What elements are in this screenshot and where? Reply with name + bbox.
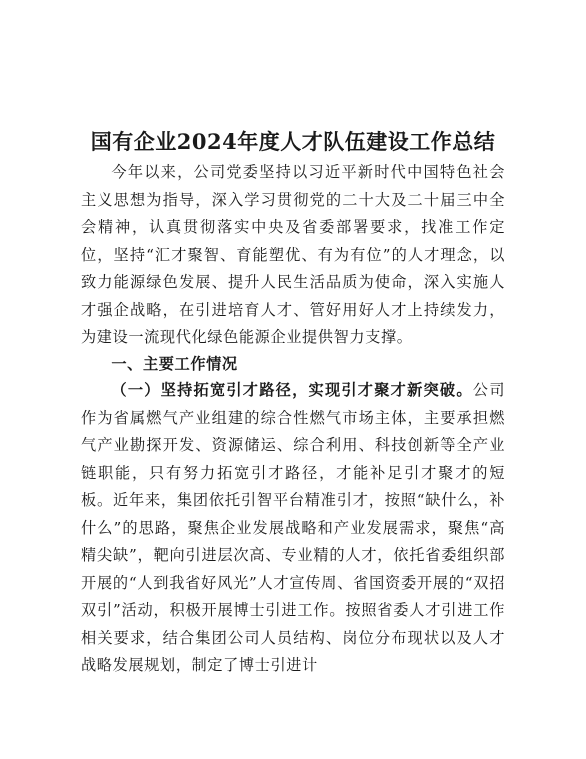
section1-paragraph: [81, 377, 505, 680]
subsection-lead: （一）坚持拓宽引才路径，实现引才聚才新突破。: [111, 381, 473, 399]
document-title: 国有企业2024年度人才队伍建设工作总结: [90, 129, 496, 154]
intro-paragraph: 今年以来，公司党委坚持以习近平新时代中国特色社会主义思想为指导，深入学习贯彻党的二十大及二十届三中全会精神，认真贯彻落实中央及省委部署要求，找准工作定位，坚持“汇才聚智、育能塑优、有为有位”的人才理念，以致力能源绿色发展、提升人民生活品质为使命，深入实施人才强企战略，在引进培育人才、管好用好人才上持续发力，为建设一流现代化绿色能源企业提供智力支撑。: [81, 163, 505, 346]
subsection-body: 公司作为省属燃气产业组建的综合性燃气市场主体，主要承担燃气产业勘探开发、资源储运、综合利用、科技创新等全产业链职能，只有努力拓宽引才路径，才能补足引才聚才的短板。近年来，集团依托引智平台精准引才，按照“缺什么，补什么”的思路，聚焦企业发展战略和产业发展需求，聚焦“高精尖缺”，靶向引进层次高、专业精的人才，依托省委组织部开展的“人到我省好风光”人才宣传周、省国资委开展的“双招双引”活动，积极开展博士引进工作。按照省委人才引进工作相关要求，结合集团公司人员结构、岗位分布现状以及人才战略发展规划，制定了博士引进计: [81, 381, 505, 674]
section-heading-main-work: 一、主要工作情况: [111, 355, 238, 373]
